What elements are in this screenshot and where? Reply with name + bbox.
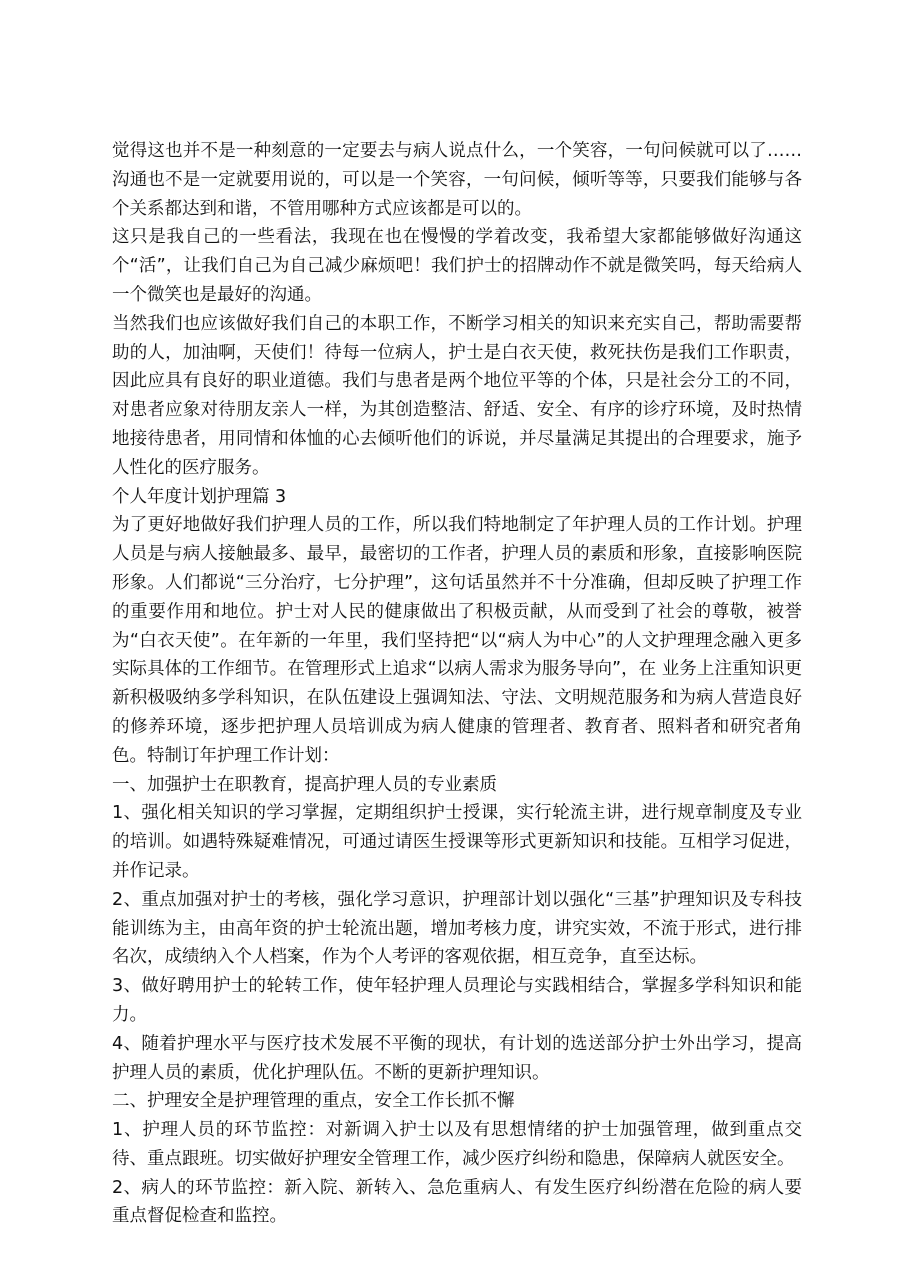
paragraph: 这只是我自己的一些看法，我现在也在慢慢的学着改变，我希望大家都能够做好沟通这个“活”，让我们自己为自己减少麻烦吧！我们护士的招牌动作不就是微笑吗，每天给病人一个微笑也是最好的沟通。: [112, 227, 802, 305]
list-item: 2、病人的环节监控：新入院、新转入、急危重病人、有发生医疗纠纷潜在危险的病人要重点督促检查和监控。: [112, 1177, 802, 1227]
section-heading: 二、护理安全是护理管理的重点，安全工作长抓不懈: [112, 1091, 515, 1112]
section-heading: 一、加强护士在职教育，提高护理人员的专业素质: [112, 774, 497, 795]
paragraph: 为了更好地做好我们护理人员的工作，所以我们特地制定了年护理人员的工作计划。护理人员是与病人接触最多、最早，最密切的工作者，护理人员的素质和形象，直接影响医院形象。人们都说“三分治疗，七分护理”，这句话虽然并不十分准确，但却反映了护理工作的重要作用和地位。护士对人民的健康做出了积极贡献，从而受到了社会的尊敬，被誉为“白衣天使”。在年新的一年里，我们坚持把“以“病人为中心”的人文护理理念融入更多实际具体的工作细节。在管理形式上追求“以病人需求为服务导向”，在 业务上注重知识更新积极吸纳多学科知识，在队伍建设上强调知法、守法、文明规范服务和为病人营造良好的修养环境，逐步把护理人员培训成为病人健康的管理者、教育者、照料者和研究者角色。特制订年护理工作计划：: [112, 515, 802, 766]
list-item: 2、重点加强对护士的考核，强化学习意识，护理部计划以强化“三基”护理知识及专科技能训练为主，由高年资的护士轮流出题，增加考核力度，讲究实效，不流于形式，进行排名次，成绩纳入个人档案，作为个人考评的客观依据，相互竞争，直至达标。: [112, 889, 802, 968]
paragraph: 觉得这也并不是一种刻意的一定要去与病人说点什么，一个笑容，一句问候就可以了……沟通也不是一定就要用说的，可以是一个笑容，一句问候，倾听等等，只要我们能够与各个关系都达到和谐，不管用哪种方式应该都是可以的。: [112, 141, 802, 219]
document-page: [112, 137, 802, 1231]
list-item: 1、强化相关知识的学习掌握，定期组织护士授课，实行轮流主讲，进行规章制度及专业的培训。如遇特殊疑难情况，可通过请医生授课等形式更新知识和技能。互相学习促进，并作记录。: [112, 803, 802, 881]
list-item: 4、随着护理水平与医疗技术发展不平衡的现状，有计划的选送部分护士外出学习，提高护理人员的素质，优化护理队伍。不断的更新护理知识。: [112, 1033, 802, 1083]
paragraph: 当然我们也应该做好我们自己的本职工作，不断学习相关的知识来充实自己，帮助需要帮助的人，加油啊，天使们！待每一位病人，护士是白衣天使，救死扶伤是我们工作职责，因此应具有良好的职业道德。我们与患者是两个地位平等的个体，只是社会分工的不同，对患者应象对待朋友亲人一样，为其创造整洁、舒适、安全、有序的诊疗环境，及时热情地接待患者，用同情和体恤的心去倾听他们的诉说，并尽量满足其提出的合理要求，施予人性化的医疗服务。: [112, 313, 802, 478]
list-item: 1、护理人员的环节监控：对新调入护士以及有思想情绪的护士加强管理，做到重点交待、重点跟班。切实做好护理安全管理工作，减少医疗纠纷和隐患，保障病人就医安全。: [112, 1120, 802, 1169]
list-item: 3、做好聘用护士的轮转工作，使年轻护理人员理论与实践相结合，掌握多学科知识和能力。: [112, 976, 802, 1025]
section-title: 个人年度计划护理篇 3: [112, 486, 287, 507]
